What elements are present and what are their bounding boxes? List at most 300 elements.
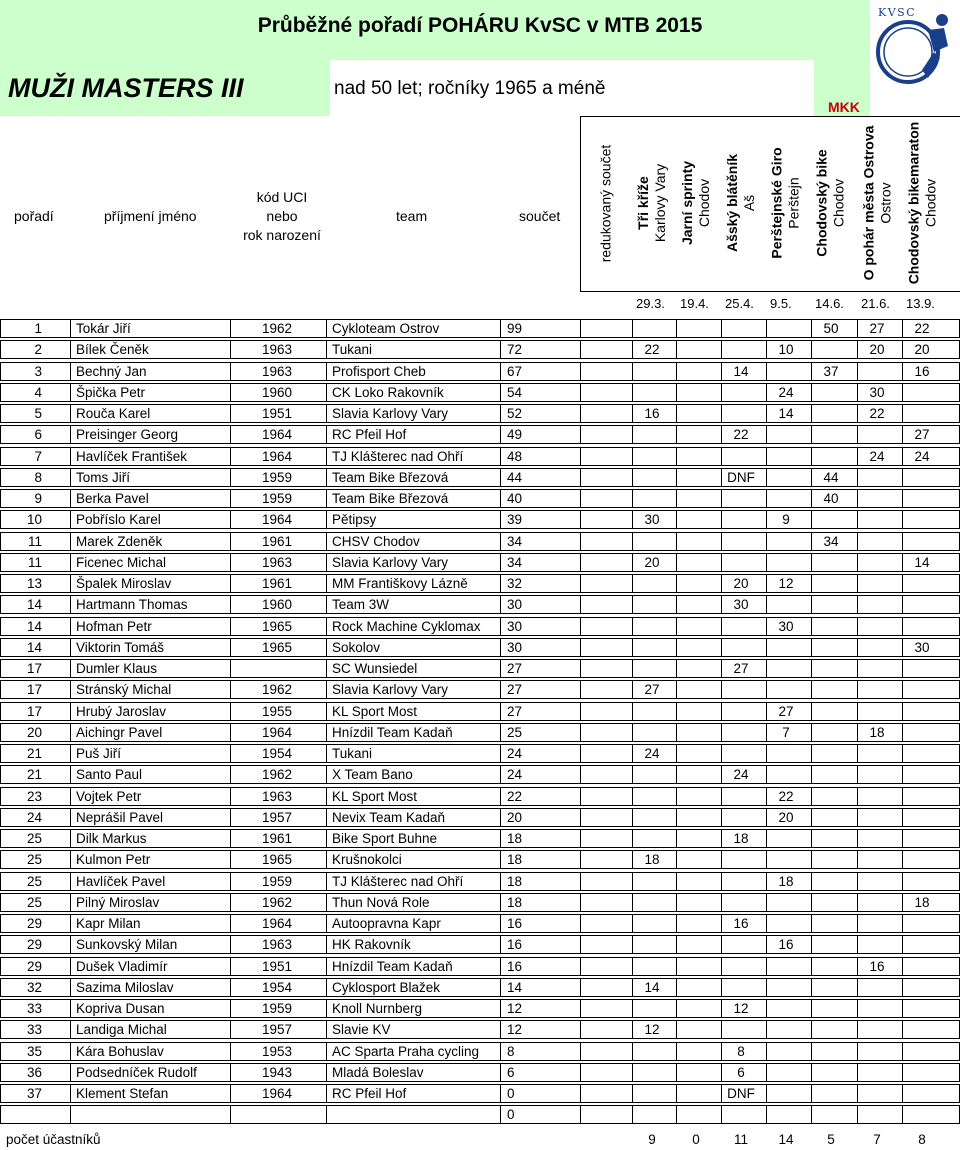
year-cell: 1960 (262, 385, 293, 400)
rank-cell: 29 (26, 916, 42, 931)
category-subtitle: nad 50 let; ročníky 1965 a méně (334, 78, 606, 99)
table-row (0, 1041, 960, 1062)
rank-cell (0, 1104, 42, 1125)
reduced-box (580, 808, 632, 827)
race-score-cell (810, 509, 852, 530)
table-row (0, 807, 960, 828)
rank-cell: 4 (34, 385, 42, 400)
rank-cell: 24 (26, 810, 42, 825)
year-cell: 1962 (262, 682, 293, 697)
race-score-cell (631, 573, 673, 594)
race-name: Perštejnské Giro (769, 147, 785, 259)
mkk-label: MKK (828, 99, 860, 115)
year-cell: 1963 (262, 789, 293, 804)
year-cell: 1951 (262, 959, 293, 974)
name-cell: Toms Jiří (76, 470, 130, 485)
reduced-box (580, 425, 632, 444)
race-score-cell (720, 318, 762, 339)
race-score-cell (856, 361, 898, 382)
race-score-cell (720, 807, 762, 828)
race-score-cell (856, 424, 898, 445)
race-score-cell (720, 871, 762, 892)
sum-cell: 27 (507, 704, 523, 719)
race-score-cell (856, 807, 898, 828)
race-score-cell (765, 828, 807, 849)
race-score-cell (675, 1041, 717, 1062)
sum-cell: 30 (507, 597, 523, 612)
reduced-box (580, 489, 632, 508)
table-row (0, 573, 960, 594)
table-row (0, 424, 960, 445)
race-score-cell: 16 (733, 916, 749, 931)
rank-cell: 23 (26, 789, 42, 804)
participant-count-cell: 14 (778, 1132, 794, 1147)
rank-cell: 10 (26, 512, 42, 527)
race-score-cell (765, 892, 807, 913)
reduced-box (580, 340, 632, 359)
race-score-cell: 40 (823, 491, 839, 506)
rank-cell: 11 (27, 555, 42, 570)
race-score-cell (765, 446, 807, 467)
race-date-2: 25.4. (725, 296, 754, 311)
name-cell: Kulmon Petr (76, 852, 151, 867)
table-row (0, 764, 960, 785)
race-score-cell (901, 956, 943, 977)
race-score-cell: 16 (869, 959, 885, 974)
race-header-5 (855, 118, 899, 288)
race-score-cell (901, 998, 943, 1019)
year-box (230, 659, 326, 678)
team-cell: AC Sparta Praha cycling (332, 1044, 480, 1059)
race-score-cell (901, 701, 943, 722)
year-cell: 1962 (262, 321, 293, 336)
race-score-cell (720, 531, 762, 552)
name-cell: Marek Zdeněk (76, 534, 163, 549)
race-score-cell: 30 (778, 619, 794, 634)
sum-cell: 16 (507, 937, 523, 952)
race-header-4 (809, 118, 853, 288)
cyclist-logo-icon (870, 0, 960, 116)
race-score-cell (901, 382, 943, 403)
table-row (0, 849, 960, 870)
race-score-cell (675, 467, 717, 488)
name-cell: Tokár Jiří (76, 321, 131, 336)
race-score-cell (720, 701, 762, 722)
rank-cell: 33 (26, 1022, 42, 1037)
race-score-cell (810, 956, 852, 977)
race-score-cell (856, 1041, 898, 1062)
race-score-cell (901, 573, 943, 594)
race-score-cell: 20 (644, 555, 660, 570)
race-score-cell (765, 743, 807, 764)
race-score-cell: 50 (823, 321, 839, 336)
year-cell: 1964 (262, 512, 293, 527)
race-score-cell (765, 531, 807, 552)
race-score-cell (765, 849, 807, 870)
race-score-cell: 22 (733, 427, 749, 442)
reduced-box (580, 447, 632, 466)
table-row (0, 509, 960, 530)
race-header-0 (630, 118, 674, 288)
race-score-cell (631, 594, 673, 615)
team-cell: Slavia Karlovy Vary (332, 555, 449, 570)
rank-cell: 36 (26, 1065, 42, 1080)
race-place: Karlovy Vary (652, 163, 669, 243)
sum-cell: 0 (507, 1107, 515, 1122)
name-cell: Hartmann Thomas (76, 597, 188, 612)
race-score-cell (810, 658, 852, 679)
team-box (326, 1105, 500, 1124)
race-score-cell (810, 743, 852, 764)
race-score-cell (675, 786, 717, 807)
name-cell: Pilný Miroslav (76, 895, 160, 910)
name-cell: Klement Stefan (76, 1086, 169, 1101)
race-score-cell (675, 849, 717, 870)
sum-cell: 20 (507, 810, 523, 825)
table-row (0, 594, 960, 615)
race-score-cell (631, 956, 673, 977)
sum-cell: 54 (507, 385, 523, 400)
team-cell: Rock Machine Cyklomax (332, 619, 481, 634)
race-score-cell (810, 403, 852, 424)
race-score-cell: 22 (778, 789, 794, 804)
race-score-cell: 14 (778, 406, 794, 421)
race-score-cell (631, 531, 673, 552)
race-score-cell (901, 764, 943, 785)
table-row (0, 339, 960, 360)
rank-cell: 25 (26, 852, 42, 867)
race-score-cell (765, 764, 807, 785)
race-score-cell (856, 998, 898, 1019)
race-score-cell: 16 (644, 406, 660, 421)
race-score-cell (720, 382, 762, 403)
race-score-cell: 18 (914, 895, 930, 910)
race-score-cell (810, 828, 852, 849)
race-score-cell: 9 (782, 512, 790, 527)
race-score-cell: DNF (727, 1086, 755, 1101)
table-row (0, 892, 960, 913)
sum-cell: 32 (507, 576, 523, 591)
reduced-box (580, 362, 632, 381)
race-score-cell (856, 743, 898, 764)
race-score-cell (810, 1104, 852, 1125)
race-score-cell: 10 (778, 342, 794, 357)
table-row (0, 531, 960, 552)
race-score-cell (675, 488, 717, 509)
name-cell: Viktorin Tomáš (76, 640, 165, 655)
col-header-name: příjmení jméno (104, 208, 197, 224)
reduced-box (580, 935, 632, 954)
team-cell: Profisport Cheb (332, 364, 426, 379)
table-row (0, 361, 960, 382)
participants-label: počet účastníků (6, 1132, 101, 1147)
race-score-cell (675, 956, 717, 977)
rank-cell: 1 (34, 321, 42, 336)
race-score-cell: 27 (778, 704, 794, 719)
race-score-cell (765, 1019, 807, 1040)
race-score-cell (631, 786, 673, 807)
race-score-cell (810, 616, 852, 637)
race-score-cell: 7 (782, 725, 790, 740)
race-score-cell (901, 913, 943, 934)
race-score-cell (810, 977, 852, 998)
race-score-cell (856, 488, 898, 509)
year-cell: 1964 (262, 916, 293, 931)
category-title: MUŽI MASTERS III (8, 73, 244, 103)
race-score-cell: 18 (733, 831, 749, 846)
race-score-cell (675, 913, 717, 934)
table-row (0, 1083, 960, 1104)
sum-cell: 18 (507, 831, 523, 846)
race-score-cell: 44 (823, 470, 839, 485)
year-cell: 1963 (262, 555, 293, 570)
race-score-cell: 30 (644, 512, 660, 527)
race-score-cell (675, 998, 717, 1019)
rank-cell: 33 (26, 1001, 42, 1016)
team-cell: HK Rakovník (332, 937, 411, 952)
race-score-cell (720, 743, 762, 764)
race-score-cell (810, 382, 852, 403)
race-score-cell: 24 (914, 449, 930, 464)
race-place: Chodov (922, 178, 939, 228)
race-score-cell (631, 998, 673, 1019)
race-score-cell (631, 318, 673, 339)
race-score-cell (810, 573, 852, 594)
race-score-cell: 27 (869, 321, 885, 336)
table-row (0, 743, 960, 764)
race-score-cell (631, 764, 673, 785)
reduced-box (580, 1084, 632, 1103)
race-score-cell (810, 637, 852, 658)
year-cell: 1959 (262, 470, 293, 485)
sum-cell: 48 (507, 449, 523, 464)
team-cell: Mladá Boleslav (332, 1065, 424, 1080)
rank-cell: 32 (26, 980, 42, 995)
race-score-cell (856, 913, 898, 934)
race-score-cell (720, 1019, 762, 1040)
name-cell: Puš Jiří (76, 746, 122, 761)
race-score-cell (810, 871, 852, 892)
year-cell: 1953 (262, 1044, 293, 1059)
col-header-reduced (588, 118, 624, 288)
race-score-cell (720, 956, 762, 977)
race-score-cell (856, 1019, 898, 1040)
year-cell: 1964 (262, 725, 293, 740)
race-score-cell (901, 743, 943, 764)
race-score-cell (856, 892, 898, 913)
sum-cell: 39 (507, 512, 523, 527)
race-score-cell: 37 (823, 364, 839, 379)
race-score-cell (631, 828, 673, 849)
race-score-cell (810, 1019, 852, 1040)
race-score-cell (810, 807, 852, 828)
col-header-rank: pořadí (14, 208, 54, 224)
sum-cell: 6 (507, 1065, 515, 1080)
reduced-box (580, 617, 632, 636)
race-score-cell (901, 488, 943, 509)
race-score-cell (765, 361, 807, 382)
rank-cell: 21 (26, 767, 42, 782)
race-score-cell (675, 1104, 717, 1125)
year-cell: 1960 (262, 597, 293, 612)
race-score-cell: 22 (869, 406, 885, 421)
race-score-cell (901, 934, 943, 955)
race-score-cell (631, 488, 673, 509)
race-place: Ostrov (877, 182, 894, 224)
race-score-cell (631, 892, 673, 913)
col-header-reduced-label: redukovaný součet (597, 144, 614, 262)
rank-cell: 3 (34, 364, 42, 379)
sum-cell: 12 (507, 1022, 523, 1037)
race-place: Perštejn (786, 177, 802, 229)
name-cell: Dumler Klaus (76, 661, 158, 676)
race-score-cell (810, 722, 852, 743)
race-score-cell: 24 (869, 449, 885, 464)
race-date-4: 14.6. (815, 296, 844, 311)
table-row (0, 658, 960, 679)
race-score-cell (765, 913, 807, 934)
table-row (0, 786, 960, 807)
race-score-cell (631, 701, 673, 722)
sum-cell: 18 (507, 895, 523, 910)
reduced-box (580, 1105, 632, 1124)
team-cell: TJ Klášterec nad Ohří (332, 449, 464, 464)
table-row (0, 616, 960, 637)
race-date-3: 9.5. (770, 296, 792, 311)
race-score-cell (856, 977, 898, 998)
race-score-cell (901, 849, 943, 870)
name-cell: Vojtek Petr (76, 789, 142, 804)
participant-count-cell: 11 (733, 1132, 748, 1147)
reduced-box (580, 680, 632, 699)
reduced-box (580, 468, 632, 487)
race-score-cell (901, 977, 943, 998)
race-score-cell (675, 679, 717, 700)
sum-cell: 18 (507, 852, 523, 867)
sum-cell: 72 (507, 342, 523, 357)
name-cell: Sunkovský Milan (76, 937, 178, 952)
race-score-cell (631, 658, 673, 679)
name-cell: Kopriva Dusan (76, 1001, 165, 1016)
rank-cell: 25 (26, 895, 42, 910)
race-score-cell (720, 403, 762, 424)
race-score-cell (720, 488, 762, 509)
year-cell: 1961 (262, 831, 293, 846)
name-cell: Aichingr Pavel (76, 725, 163, 740)
race-score-cell (675, 318, 717, 339)
race-score-cell (765, 977, 807, 998)
sum-cell: 52 (507, 406, 523, 421)
race-score-cell: 18 (778, 874, 794, 889)
reduced-box (580, 893, 632, 912)
race-score-cell (720, 722, 762, 743)
table-row (0, 552, 960, 573)
team-cell: Cyklosport Blažek (332, 980, 441, 995)
race-score-cell (675, 594, 717, 615)
year-cell: 1957 (262, 810, 293, 825)
race-score-cell (675, 1019, 717, 1040)
year-cell: 1954 (262, 746, 293, 761)
team-cell: Hnízdil Team Kadaň (332, 959, 453, 974)
table-row (0, 828, 960, 849)
race-score-cell (720, 679, 762, 700)
sum-cell: 67 (507, 364, 523, 379)
race-score-cell (675, 743, 717, 764)
race-score-cell: 20 (733, 576, 749, 591)
race-score-cell (810, 786, 852, 807)
reduced-box (580, 765, 632, 784)
race-score-cell (765, 1083, 807, 1104)
table-row (0, 913, 960, 934)
name-cell: Stránský Michal (76, 682, 172, 697)
rank-cell: 7 (34, 449, 42, 464)
participant-count-cell: 5 (827, 1132, 835, 1147)
race-score-cell (810, 679, 852, 700)
table-row (0, 488, 960, 509)
race-score-cell (856, 658, 898, 679)
race-score-cell (631, 361, 673, 382)
race-score-cell (720, 892, 762, 913)
reduced-box (580, 744, 632, 763)
rank-cell: 17 (26, 704, 42, 719)
name-cell: Bechný Jan (76, 364, 147, 379)
year-cell: 1961 (262, 576, 293, 591)
rank-cell: 14 (26, 597, 42, 612)
reduced-box (580, 553, 632, 572)
team-cell: Knoll Nurnberg (332, 1001, 423, 1016)
table-row (0, 934, 960, 955)
race-score-cell (631, 616, 673, 637)
logo-text: KVSC (878, 6, 917, 19)
name-box (70, 1105, 230, 1124)
team-cell: Sokolov (332, 640, 381, 655)
reduced-box (580, 914, 632, 933)
team-cell: Team 3W (332, 597, 390, 612)
reduced-box (580, 659, 632, 678)
race-score-cell (631, 722, 673, 743)
rank-cell: 20 (26, 725, 42, 740)
race-score-cell (810, 892, 852, 913)
year-cell: 1959 (262, 874, 293, 889)
team-cell: Krušnokolci (332, 852, 402, 867)
race-score-cell (675, 658, 717, 679)
race-score-cell (765, 956, 807, 977)
race-score-cell (675, 807, 717, 828)
team-cell: Tukani (332, 746, 373, 761)
team-cell: KL Sport Most (332, 789, 418, 804)
race-score-cell (901, 531, 943, 552)
year-cell: 1955 (262, 704, 293, 719)
race-score-cell (856, 934, 898, 955)
rank-cell: 2 (34, 342, 42, 357)
race-score-cell (901, 786, 943, 807)
team-cell: Bike Sport Buhne (332, 831, 438, 846)
race-score-cell (856, 679, 898, 700)
race-score-cell (720, 616, 762, 637)
reduced-box (580, 1020, 632, 1039)
team-cell: KL Sport Most (332, 704, 418, 719)
race-score-cell (631, 913, 673, 934)
race-score-cell (675, 616, 717, 637)
race-score-cell (856, 1062, 898, 1083)
race-score-cell (856, 849, 898, 870)
page-title: Průběžné pořadí POHÁRU KvSC v MTB 2015 (257, 14, 703, 37)
race-score-cell (810, 764, 852, 785)
race-score-cell (856, 764, 898, 785)
race-score-cell (810, 1083, 852, 1104)
race-score-cell (856, 509, 898, 530)
race-score-cell (720, 339, 762, 360)
